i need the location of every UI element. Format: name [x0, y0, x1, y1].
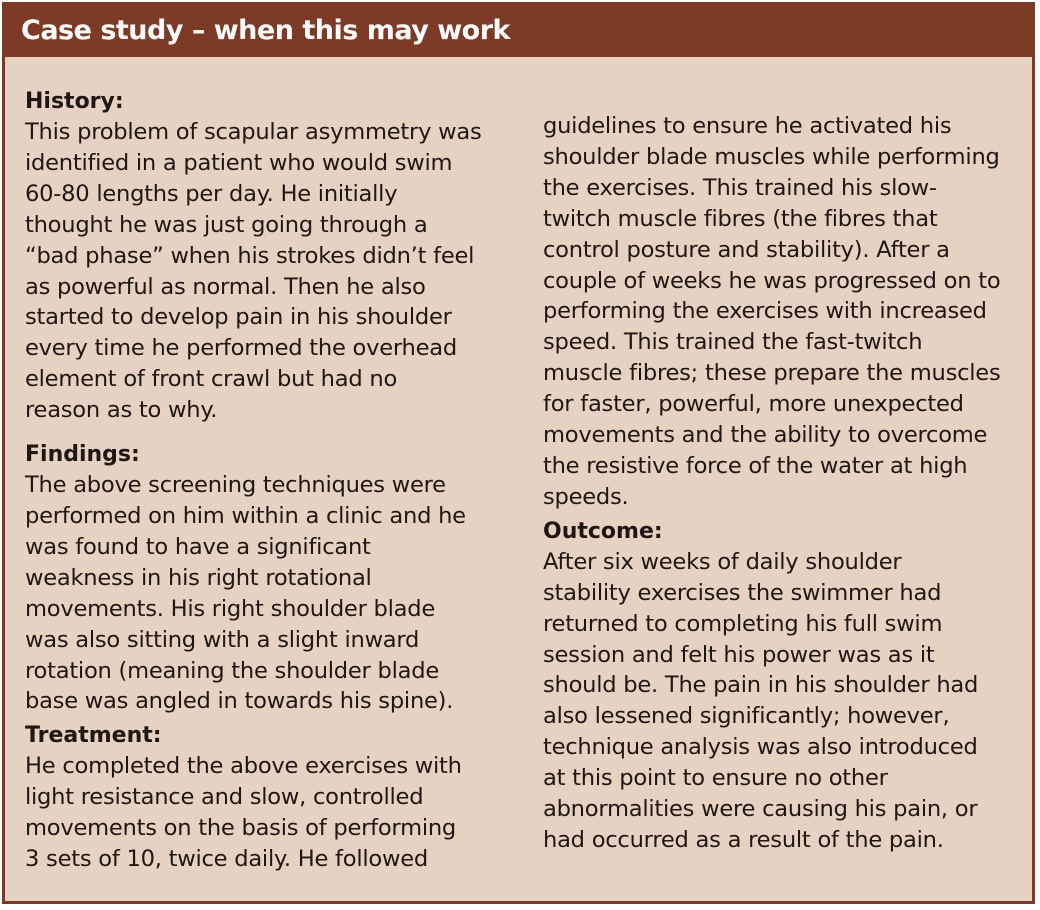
- outcome-heading: Outcome:: [543, 518, 663, 544]
- text-line: session and felt his power was as it: [543, 641, 935, 668]
- text-line: movements. His right shoulder blade: [25, 595, 435, 622]
- outcome-text: [543, 547, 1031, 856]
- text-line: muscle fibres; these prepare the muscles: [543, 360, 1001, 387]
- text-line: He completed the above exercises with: [25, 753, 462, 780]
- findings-section: [25, 440, 525, 717]
- case-study-header: [5, 5, 1032, 57]
- text-line: as powerful as normal. Then he also: [25, 273, 426, 300]
- treatment-heading: Treatment:: [25, 723, 162, 749]
- text-line: “bad phase” when his strokes didn’t feel: [25, 242, 475, 269]
- outcome-section: [543, 517, 1031, 856]
- text-line: at this point to ensure no other: [543, 765, 888, 792]
- text-line: speed. This trained the fast-twitch: [543, 329, 923, 356]
- case-study-panel: [2, 2, 1035, 904]
- case-study-title: Case study – when this may work: [21, 15, 510, 46]
- findings-text: [25, 470, 525, 717]
- treatment-continued-section: [543, 111, 1031, 513]
- history-section: [25, 87, 525, 426]
- text-line: identified in a patient who would swim: [25, 149, 453, 176]
- history-text: [25, 117, 525, 426]
- text-line: every time he performed the overhead: [25, 335, 457, 362]
- text-line: performing the exercises with increased: [543, 298, 987, 325]
- text-line: abnormalities were causing his pain, or: [543, 796, 978, 823]
- text-line: rotation (meaning the shoulder blade: [25, 657, 439, 684]
- text-line: reason as to why.: [25, 397, 218, 424]
- text-line: 60-80 lengths per day. He initially: [25, 180, 398, 207]
- text-line: control posture and stability). After a: [543, 236, 950, 263]
- treatment-section: [25, 721, 525, 875]
- text-line: stability exercises the swimmer had: [543, 579, 942, 606]
- text-line: performed on him within a clinic and he: [25, 502, 466, 529]
- text-line: weakness in his right rotational: [25, 564, 372, 591]
- text-line: movements and the ability to overcome: [543, 422, 988, 449]
- text-line: couple of weeks he was progressed on to: [543, 267, 1001, 294]
- text-line: element of front crawl but had no: [25, 366, 398, 393]
- history-heading: History:: [25, 89, 124, 114]
- text-line: movements on the basis of performing: [25, 815, 457, 842]
- treatment-continued-text: [543, 111, 1031, 513]
- text-line: the exercises. This trained his slow-: [543, 174, 937, 201]
- text-line: base was angled in towards his spine).: [25, 688, 454, 715]
- text-line: 3 sets of 10, twice daily. He followed: [25, 846, 428, 873]
- text-line: also lessened significantly; however,: [543, 703, 950, 730]
- text-line: started to develop pain in his shoulder: [25, 304, 452, 331]
- text-line: The above screening techniques were: [25, 472, 446, 499]
- text-line: speeds.: [543, 483, 629, 510]
- left-column: [25, 87, 525, 875]
- findings-heading: Findings:: [25, 442, 140, 468]
- text-line: shoulder blade muscles while performing: [543, 143, 1000, 170]
- text-line: twitch muscle fibres (the fibres that: [543, 205, 938, 232]
- text-line: for faster, powerful, more unexpected: [543, 391, 964, 418]
- text-line: was also sitting with a slight inward: [25, 626, 420, 653]
- text-line: light resistance and slow, controlled: [25, 784, 424, 811]
- treatment-text: [25, 751, 525, 875]
- text-line: technique analysis was also introduced: [543, 734, 978, 761]
- text-line: had occurred as a result of the pain.: [543, 826, 944, 853]
- text-line: was found to have a significant: [25, 533, 371, 560]
- text-line: guidelines to ensure he activated his: [543, 113, 952, 139]
- text-line: returned to completing his full swim: [543, 610, 943, 637]
- text-line: This problem of scapular asymmetry was: [25, 119, 482, 145]
- right-column: [543, 111, 1031, 856]
- text-line: After six weeks of daily shoulder: [543, 548, 902, 575]
- text-line: the resistive force of the water at high: [543, 452, 968, 479]
- text-line: should be. The pain in his shoulder had: [543, 672, 979, 699]
- text-line: thought he was just going through a: [25, 211, 428, 238]
